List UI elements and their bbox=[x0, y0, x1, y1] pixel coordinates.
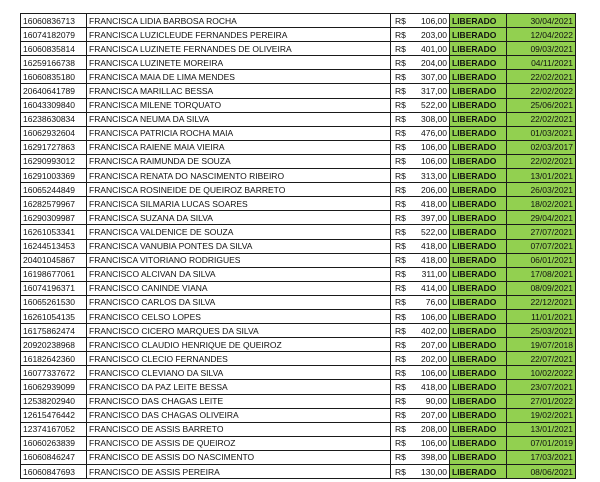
name-cell: FRANCISCO CICERO MARQUES DA SILVA bbox=[87, 324, 391, 338]
amount-cell: 476,00 bbox=[414, 126, 450, 140]
amount-cell: 106,00 bbox=[414, 140, 450, 154]
table-row bbox=[21, 338, 576, 352]
date-cell: 07/07/2021 bbox=[507, 239, 576, 253]
status-cell: LIBERADO bbox=[450, 394, 507, 408]
amount-cell: 106,00 bbox=[414, 366, 450, 380]
name-cell: FRANCISCO DE ASSIS PEREIRA bbox=[87, 465, 391, 479]
status-cell: LIBERADO bbox=[450, 267, 507, 281]
name-cell: FRANCISCA ROSINEIDE DE QUEIROZ BARRETO bbox=[87, 183, 391, 197]
nis-cell: 20920238968 bbox=[21, 338, 87, 352]
status-cell: LIBERADO bbox=[450, 338, 507, 352]
table-row bbox=[21, 70, 576, 84]
amount-cell: 206,00 bbox=[414, 183, 450, 197]
nis-cell: 16291003369 bbox=[21, 169, 87, 183]
nis-cell: 16290309987 bbox=[21, 211, 87, 225]
date-cell: 22/07/2021 bbox=[507, 352, 576, 366]
status-cell: LIBERADO bbox=[450, 28, 507, 42]
name-cell: FRANCISCA RAIENE MAIA VIEIRA bbox=[87, 140, 391, 154]
status-cell: LIBERADO bbox=[450, 112, 507, 126]
nis-cell: 16290993012 bbox=[21, 154, 87, 168]
amount-cell: 207,00 bbox=[414, 338, 450, 352]
nis-cell: 16261054135 bbox=[21, 309, 87, 323]
amount-cell: 522,00 bbox=[414, 225, 450, 239]
table-row bbox=[21, 324, 576, 338]
status-cell: LIBERADO bbox=[450, 56, 507, 70]
amount-cell: 418,00 bbox=[414, 197, 450, 211]
status-cell: LIBERADO bbox=[450, 211, 507, 225]
name-cell: FRANCISCA RAIMUNDA DE SOUZA bbox=[87, 154, 391, 168]
date-cell: 12/04/2022 bbox=[507, 28, 576, 42]
amount-cell: 402,00 bbox=[414, 324, 450, 338]
date-cell: 30/04/2021 bbox=[507, 14, 576, 28]
name-cell: FRANCISCA MARILLAC BESSA bbox=[87, 84, 391, 98]
date-cell: 22/02/2021 bbox=[507, 154, 576, 168]
status-cell: LIBERADO bbox=[450, 436, 507, 450]
amount-cell: 106,00 bbox=[414, 309, 450, 323]
status-cell: LIBERADO bbox=[450, 281, 507, 295]
status-cell: LIBERADO bbox=[450, 140, 507, 154]
table-row bbox=[21, 169, 576, 183]
table-row bbox=[21, 239, 576, 253]
status-cell: LIBERADO bbox=[450, 14, 507, 28]
date-cell: 17/08/2021 bbox=[507, 267, 576, 281]
status-cell: LIBERADO bbox=[450, 239, 507, 253]
currency-cell: R$ bbox=[391, 70, 415, 84]
currency-cell: R$ bbox=[391, 225, 415, 239]
nis-cell: 16198677061 bbox=[21, 267, 87, 281]
amount-cell: 418,00 bbox=[414, 239, 450, 253]
status-cell: LIBERADO bbox=[450, 450, 507, 464]
nis-cell: 16077337672 bbox=[21, 366, 87, 380]
date-cell: 27/07/2021 bbox=[507, 225, 576, 239]
status-cell: LIBERADO bbox=[450, 98, 507, 112]
amount-cell: 311,00 bbox=[414, 267, 450, 281]
table-row bbox=[21, 352, 576, 366]
date-cell: 07/01/2019 bbox=[507, 436, 576, 450]
currency-cell: R$ bbox=[391, 42, 415, 56]
name-cell: FRANCISCA PATRICIA ROCHA MAIA bbox=[87, 126, 391, 140]
nis-cell: 16062932604 bbox=[21, 126, 87, 140]
date-cell: 22/02/2021 bbox=[507, 70, 576, 84]
date-cell: 08/09/2021 bbox=[507, 281, 576, 295]
amount-cell: 208,00 bbox=[414, 422, 450, 436]
nis-cell: 16043309840 bbox=[21, 98, 87, 112]
nis-cell: 16291727863 bbox=[21, 140, 87, 154]
status-cell: LIBERADO bbox=[450, 169, 507, 183]
nis-cell: 16060846247 bbox=[21, 450, 87, 464]
amount-cell: 207,00 bbox=[414, 408, 450, 422]
nis-cell: 16060835180 bbox=[21, 70, 87, 84]
nis-cell: 12615476442 bbox=[21, 408, 87, 422]
currency-cell: R$ bbox=[391, 281, 415, 295]
table-row bbox=[21, 281, 576, 295]
table-row bbox=[21, 253, 576, 267]
currency-cell: R$ bbox=[391, 436, 415, 450]
nis-cell: 16065244849 bbox=[21, 183, 87, 197]
nis-cell: 16065261530 bbox=[21, 295, 87, 309]
status-cell: LIBERADO bbox=[450, 70, 507, 84]
table-row bbox=[21, 42, 576, 56]
table-row bbox=[21, 408, 576, 422]
table-row bbox=[21, 422, 576, 436]
currency-cell: R$ bbox=[391, 126, 415, 140]
amount-cell: 317,00 bbox=[414, 84, 450, 98]
nis-cell: 16182642360 bbox=[21, 352, 87, 366]
currency-cell: R$ bbox=[391, 267, 415, 281]
date-cell: 19/07/2018 bbox=[507, 338, 576, 352]
name-cell: FRANCISCO DA PAZ LEITE BESSA bbox=[87, 380, 391, 394]
date-cell: 25/03/2021 bbox=[507, 324, 576, 338]
status-cell: LIBERADO bbox=[450, 366, 507, 380]
table-row bbox=[21, 154, 576, 168]
date-cell: 13/01/2021 bbox=[507, 169, 576, 183]
table-body bbox=[21, 14, 576, 479]
currency-cell: R$ bbox=[391, 183, 415, 197]
name-cell: FRANCISCA LIDIA BARBOSA ROCHA bbox=[87, 14, 391, 28]
table-row bbox=[21, 436, 576, 450]
table-row bbox=[21, 126, 576, 140]
currency-cell: R$ bbox=[391, 140, 415, 154]
status-cell: LIBERADO bbox=[450, 309, 507, 323]
name-cell: FRANCISCA LUZICLEUDE FERNANDES PEREIRA bbox=[87, 28, 391, 42]
amount-cell: 397,00 bbox=[414, 211, 450, 225]
nis-cell: 16062939099 bbox=[21, 380, 87, 394]
amount-cell: 307,00 bbox=[414, 70, 450, 84]
nis-cell: 16060836713 bbox=[21, 14, 87, 28]
name-cell: FRANCISCO ALCIVAN DA SILVA bbox=[87, 267, 391, 281]
amount-cell: 106,00 bbox=[414, 436, 450, 450]
table-row bbox=[21, 211, 576, 225]
table-row bbox=[21, 309, 576, 323]
status-cell: LIBERADO bbox=[450, 84, 507, 98]
nis-cell: 16282579967 bbox=[21, 197, 87, 211]
amount-cell: 106,00 bbox=[414, 14, 450, 28]
amount-cell: 398,00 bbox=[414, 450, 450, 464]
nis-cell: 20640641789 bbox=[21, 84, 87, 98]
date-cell: 13/01/2021 bbox=[507, 422, 576, 436]
status-cell: LIBERADO bbox=[450, 154, 507, 168]
currency-cell: R$ bbox=[391, 239, 415, 253]
currency-cell: R$ bbox=[391, 56, 415, 70]
name-cell: FRANCISCA SILMARIA LUCAS SOARES bbox=[87, 197, 391, 211]
amount-cell: 203,00 bbox=[414, 28, 450, 42]
table-row bbox=[21, 225, 576, 239]
status-cell: LIBERADO bbox=[450, 42, 507, 56]
table-row bbox=[21, 28, 576, 42]
table-row bbox=[21, 366, 576, 380]
table-row bbox=[21, 394, 576, 408]
table-row bbox=[21, 98, 576, 112]
name-cell: FRANCISCO CLAUDIO HENRIQUE DE QUEIROZ bbox=[87, 338, 391, 352]
date-cell: 01/03/2021 bbox=[507, 126, 576, 140]
status-cell: LIBERADO bbox=[450, 352, 507, 366]
date-cell: 27/01/2022 bbox=[507, 394, 576, 408]
name-cell: FRANCISCA MAIA DE LIMA MENDES bbox=[87, 70, 391, 84]
amount-cell: 418,00 bbox=[414, 380, 450, 394]
currency-cell: R$ bbox=[391, 14, 415, 28]
status-cell: LIBERADO bbox=[450, 380, 507, 394]
date-cell: 04/11/2021 bbox=[507, 56, 576, 70]
name-cell: FRANCISCA VANUBIA PONTES DA SILVA bbox=[87, 239, 391, 253]
currency-cell: R$ bbox=[391, 352, 415, 366]
table-row bbox=[21, 183, 576, 197]
table-row bbox=[21, 140, 576, 154]
amount-cell: 204,00 bbox=[414, 56, 450, 70]
nis-cell: 16074182079 bbox=[21, 28, 87, 42]
name-cell: FRANCISCA MILENE TORQUATO bbox=[87, 98, 391, 112]
name-cell: FRANCISCA NEUMA DA SILVA bbox=[87, 112, 391, 126]
table-row bbox=[21, 56, 576, 70]
nis-cell: 16259166738 bbox=[21, 56, 87, 70]
amount-cell: 418,00 bbox=[414, 253, 450, 267]
nis-cell: 16060847693 bbox=[21, 465, 87, 479]
date-cell: 29/04/2021 bbox=[507, 211, 576, 225]
currency-cell: R$ bbox=[391, 253, 415, 267]
amount-cell: 76,00 bbox=[414, 295, 450, 309]
table-row bbox=[21, 197, 576, 211]
amount-cell: 313,00 bbox=[414, 169, 450, 183]
name-cell: FRANCISCO DAS CHAGAS OLIVEIRA bbox=[87, 408, 391, 422]
nis-cell: 16175862474 bbox=[21, 324, 87, 338]
date-cell: 10/02/2022 bbox=[507, 366, 576, 380]
currency-cell: R$ bbox=[391, 98, 415, 112]
currency-cell: R$ bbox=[391, 309, 415, 323]
name-cell: FRANCISCO DAS CHAGAS LEITE bbox=[87, 394, 391, 408]
currency-cell: R$ bbox=[391, 154, 415, 168]
nis-cell: 16238630834 bbox=[21, 112, 87, 126]
name-cell: FRANCISCA LUZINETE MOREIRA bbox=[87, 56, 391, 70]
date-cell: 09/03/2021 bbox=[507, 42, 576, 56]
table-row bbox=[21, 14, 576, 28]
amount-cell: 401,00 bbox=[414, 42, 450, 56]
name-cell: FRANCISCO CLEVIANO DA SILVA bbox=[87, 366, 391, 380]
status-cell: LIBERADO bbox=[450, 225, 507, 239]
name-cell: FRANCISCO CARLOS DA SILVA bbox=[87, 295, 391, 309]
nis-cell: 12374167052 bbox=[21, 422, 87, 436]
date-cell: 22/02/2021 bbox=[507, 112, 576, 126]
table-row bbox=[21, 84, 576, 98]
currency-cell: R$ bbox=[391, 112, 415, 126]
table-row bbox=[21, 450, 576, 464]
table-row bbox=[21, 465, 576, 479]
amount-cell: 414,00 bbox=[414, 281, 450, 295]
nis-cell: 16074196371 bbox=[21, 281, 87, 295]
status-cell: LIBERADO bbox=[450, 408, 507, 422]
table-row bbox=[21, 112, 576, 126]
date-cell: 25/06/2021 bbox=[507, 98, 576, 112]
currency-cell: R$ bbox=[391, 366, 415, 380]
currency-cell: R$ bbox=[391, 28, 415, 42]
date-cell: 08/06/2021 bbox=[507, 465, 576, 479]
date-cell: 06/01/2021 bbox=[507, 253, 576, 267]
name-cell: FRANCISCA SUZANA DA SILVA bbox=[87, 211, 391, 225]
status-cell: LIBERADO bbox=[450, 183, 507, 197]
amount-cell: 522,00 bbox=[414, 98, 450, 112]
currency-cell: R$ bbox=[391, 408, 415, 422]
table-row bbox=[21, 380, 576, 394]
currency-cell: R$ bbox=[391, 295, 415, 309]
currency-cell: R$ bbox=[391, 422, 415, 436]
table-row bbox=[21, 295, 576, 309]
currency-cell: R$ bbox=[391, 211, 415, 225]
name-cell: FRANCISCA VALDENICE DE SOUZA bbox=[87, 225, 391, 239]
date-cell: 18/02/2021 bbox=[507, 197, 576, 211]
amount-cell: 130,00 bbox=[414, 465, 450, 479]
name-cell: FRANCISCO DE ASSIS DE QUEIROZ bbox=[87, 436, 391, 450]
nis-cell: 16261053341 bbox=[21, 225, 87, 239]
status-cell: LIBERADO bbox=[450, 295, 507, 309]
beneficiary-table bbox=[20, 13, 576, 479]
currency-cell: R$ bbox=[391, 394, 415, 408]
date-cell: 17/03/2021 bbox=[507, 450, 576, 464]
name-cell: FRANCISCO DE ASSIS DO NASCIMENTO bbox=[87, 450, 391, 464]
currency-cell: R$ bbox=[391, 338, 415, 352]
date-cell: 23/07/2021 bbox=[507, 380, 576, 394]
amount-cell: 106,00 bbox=[414, 154, 450, 168]
name-cell: FRANCISCA VITORIANO RODRIGUES bbox=[87, 253, 391, 267]
name-cell: FRANCISCO CELSO LOPES bbox=[87, 309, 391, 323]
status-cell: LIBERADO bbox=[450, 197, 507, 211]
name-cell: FRANCISCO CLECIO FERNANDES bbox=[87, 352, 391, 366]
status-cell: LIBERADO bbox=[450, 253, 507, 267]
nis-cell: 16060835814 bbox=[21, 42, 87, 56]
date-cell: 02/03/2017 bbox=[507, 140, 576, 154]
status-cell: LIBERADO bbox=[450, 465, 507, 479]
currency-cell: R$ bbox=[391, 197, 415, 211]
date-cell: 22/12/2021 bbox=[507, 295, 576, 309]
nis-cell: 16244513453 bbox=[21, 239, 87, 253]
name-cell: FRANCISCO CANINDE VIANA bbox=[87, 281, 391, 295]
nis-cell: 12538202940 bbox=[21, 394, 87, 408]
name-cell: FRANCISCA LUZINETE FERNANDES DE OLIVEIRA bbox=[87, 42, 391, 56]
currency-cell: R$ bbox=[391, 465, 415, 479]
date-cell: 26/03/2021 bbox=[507, 183, 576, 197]
currency-cell: R$ bbox=[391, 84, 415, 98]
currency-cell: R$ bbox=[391, 324, 415, 338]
date-cell: 11/01/2021 bbox=[507, 309, 576, 323]
date-cell: 22/02/2022 bbox=[507, 84, 576, 98]
nis-cell: 20401045867 bbox=[21, 253, 87, 267]
date-cell: 19/02/2021 bbox=[507, 408, 576, 422]
table-row bbox=[21, 267, 576, 281]
amount-cell: 90,00 bbox=[414, 394, 450, 408]
amount-cell: 308,00 bbox=[414, 112, 450, 126]
name-cell: FRANCISCO DE ASSIS BARRETO bbox=[87, 422, 391, 436]
currency-cell: R$ bbox=[391, 380, 415, 394]
status-cell: LIBERADO bbox=[450, 422, 507, 436]
status-cell: LIBERADO bbox=[450, 126, 507, 140]
nis-cell: 16060263839 bbox=[21, 436, 87, 450]
name-cell: FRANCISCA RENATA DO NASCIMENTO RIBEIRO bbox=[87, 169, 391, 183]
status-cell: LIBERADO bbox=[450, 324, 507, 338]
currency-cell: R$ bbox=[391, 450, 415, 464]
currency-cell: R$ bbox=[391, 169, 415, 183]
amount-cell: 202,00 bbox=[414, 352, 450, 366]
